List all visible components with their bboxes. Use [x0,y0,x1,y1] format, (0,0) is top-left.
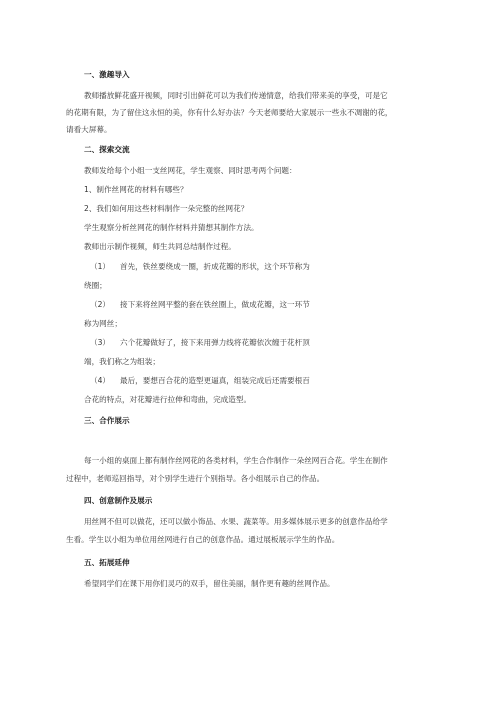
step-continuation: 绕圈； [84,281,107,290]
section-heading-explore: 二、探索交流 [84,145,130,154]
section-heading-extension: 五、拓展延伸 [84,558,130,567]
paragraph-line: 的花期有限，为了留住这永恒的美，你有什么好办法？今天老师要给大家展示一些永不凋谢的花， [66,108,393,117]
step-continuation: 端，我们称之为组装； [84,357,160,366]
section-heading-cooperation: 三、合作展示 [84,416,130,425]
step-item [90,262,310,272]
question-item: 2、我们如何用这些材料制作一朵完整的丝网花？ [84,204,249,213]
section-heading-creative: 四、创意制作及展示 [84,496,153,505]
paragraph-line: 希望同学们在课下用你们灵巧的双手，留住美丽，制作更有趣的丝网作品。 [84,579,335,588]
paragraph-line: 用丝网不但可以做花，还可以做小饰品、水果、蔬菜等。用多媒体展示更多的创意作品给学 [84,517,388,526]
step-number: （3） [90,338,111,347]
paragraph-line: 学生观察分析丝网花的制作材料并猜想其制作方法。 [84,223,259,232]
step-number: （2） [90,300,111,309]
question-item: 1、制作丝网花的材料有哪些？ [84,185,188,194]
paragraph-line: 请看大屏幕。 [66,125,112,134]
section-heading-intro: 一、激趣导入 [84,70,130,79]
paragraph-line: 过程中，老师巡回指导，对个别学生进行个别指导。各小组展示自己的作品。 [66,474,325,483]
paragraph-line: 教师出示制作视频，师生共同总结制作过程。 [84,242,236,251]
step-text: 六个花瓣做好了，接下来用弹力线将花瓣依次缠于花杆顶 [120,338,310,347]
step-continuation: 称为网丝； [84,319,122,328]
paragraph-line: 教师播放鲜花盛开视频，同时引出鲜花可以为我们传递情意，给我们带来美的享受，可是它 [84,91,388,100]
paragraph-line: 生看。学生以小组为单位用丝网进行自己的创意作品。通过展板展示学生的作品。 [66,535,340,544]
paragraph-line: 教师发给每个小组一支丝网花，学生观察、同时思考两个问题： [84,166,297,175]
step-text: 接下来将丝网平整的套在铁丝圈上，做成花瓣，这一环节 [120,300,310,309]
step-item [90,338,310,348]
step-item [90,300,310,310]
step-item [90,376,310,386]
step-number: （1） [90,262,111,271]
paragraph-line: 每一小组的桌面上都有制作丝网花的各类材料，学生合作制作一朵丝网百合花。学生在制作 [84,456,388,465]
step-text: 首先，铁丝要绕成一圈，折成花瓣的形状，这个环节称为 [120,262,310,271]
step-number: （4） [90,376,111,385]
step-text: 最后，要想百合花的造型更逼真，组装完成后还需要根百 [120,376,310,385]
step-continuation: 合花的特点，对花瓣进行拉伸和弯曲，完成造型。 [84,395,252,404]
